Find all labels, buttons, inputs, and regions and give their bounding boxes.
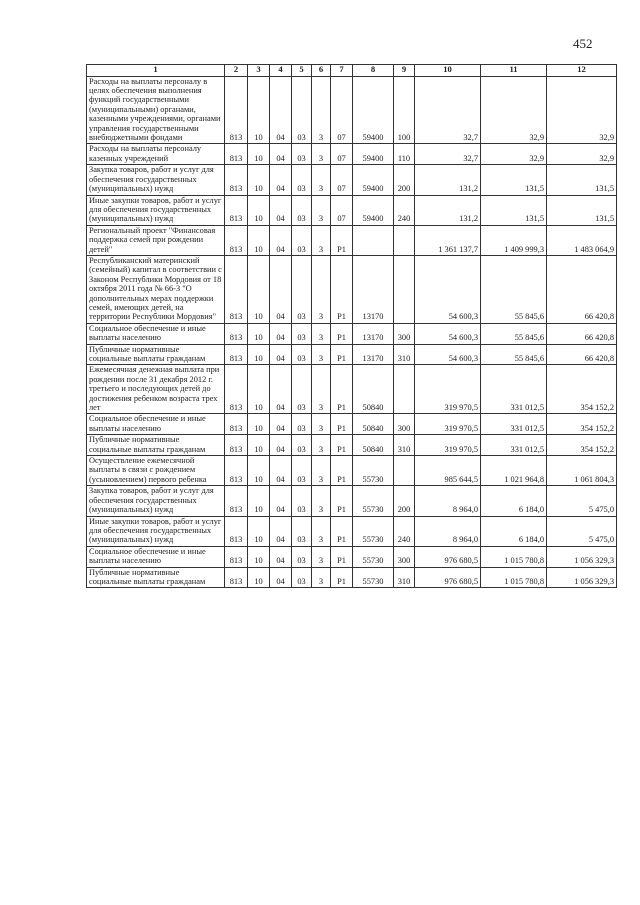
- cell-amount: 32,7: [415, 144, 481, 165]
- cell-amount: 1 056 329,3: [547, 567, 617, 588]
- row-description: Социальное обеспечение и иные выплаты населению: [87, 546, 225, 567]
- cell-code: 04: [270, 435, 292, 456]
- cell-code: 3: [312, 546, 331, 567]
- cell-code: 03: [292, 165, 312, 195]
- column-header: 5: [292, 65, 312, 77]
- cell-code: 310: [394, 435, 415, 456]
- cell-amount: 1 015 780,8: [481, 546, 547, 567]
- cell-code: 3: [312, 195, 331, 225]
- cell-code: 3: [312, 414, 331, 435]
- cell-code: 813: [225, 195, 248, 225]
- cell-code: 200: [394, 486, 415, 516]
- cell-amount: 131,5: [547, 195, 617, 225]
- column-header: 7: [331, 65, 353, 77]
- cell-amount: 1 061 804,3: [547, 456, 617, 486]
- cell-code: 3: [312, 435, 331, 456]
- cell-amount: 319 970,5: [415, 365, 481, 414]
- cell-code: [394, 225, 415, 255]
- cell-code: 240: [394, 195, 415, 225]
- table-row: [87, 76, 617, 144]
- cell-code: 813: [225, 365, 248, 414]
- table-row: [87, 255, 617, 323]
- cell-amount: 131,5: [481, 195, 547, 225]
- cell-code: 04: [270, 414, 292, 435]
- cell-code: 813: [225, 546, 248, 567]
- row-description: Ежемесячная денежная выплата при рождении после 31 декабря 2012 г. третьего и последующих детей до достижения ребенком возраста трех лет: [87, 365, 225, 414]
- cell-code: P1: [331, 435, 353, 456]
- cell-code: 100: [394, 76, 415, 144]
- cell-amount: 1 015 780,8: [481, 567, 547, 588]
- cell-code: 04: [270, 365, 292, 414]
- row-description: Расходы на выплаты персоналу казенных учреждений: [87, 144, 225, 165]
- column-header: 11: [481, 65, 547, 77]
- row-description: Иные закупки товаров, работ и услуг для обеспечения государственных (муниципальных) нужд: [87, 195, 225, 225]
- cell-amount: 55 845,6: [481, 344, 547, 365]
- column-header: 3: [248, 65, 270, 77]
- cell-code: P1: [331, 546, 353, 567]
- cell-code: 04: [270, 486, 292, 516]
- cell-code: 55730: [353, 456, 394, 486]
- cell-code: 55730: [353, 516, 394, 546]
- cell-amount: 54 600,3: [415, 255, 481, 323]
- column-header: 9: [394, 65, 415, 77]
- cell-code: 10: [248, 516, 270, 546]
- row-description: Публичные нормативные социальные выплаты гражданам: [87, 567, 225, 588]
- cell-amount: 976 680,5: [415, 546, 481, 567]
- cell-amount: 131,5: [547, 165, 617, 195]
- column-header: 8: [353, 65, 394, 77]
- cell-code: 3: [312, 76, 331, 144]
- table-row: [87, 546, 617, 567]
- cell-code: 03: [292, 516, 312, 546]
- cell-code: 3: [312, 255, 331, 323]
- cell-amount: 66 420,8: [547, 344, 617, 365]
- cell-code: 10: [248, 414, 270, 435]
- cell-code: 10: [248, 486, 270, 516]
- cell-amount: 131,5: [481, 165, 547, 195]
- cell-code: 03: [292, 435, 312, 456]
- cell-code: 3: [312, 567, 331, 588]
- cell-code: 10: [248, 76, 270, 144]
- table-row: [87, 323, 617, 344]
- cell-code: 10: [248, 195, 270, 225]
- cell-code: 200: [394, 165, 415, 195]
- cell-code: 10: [248, 365, 270, 414]
- cell-code: 50840: [353, 435, 394, 456]
- cell-code: 813: [225, 225, 248, 255]
- cell-code: 04: [270, 165, 292, 195]
- cell-code: 07: [331, 144, 353, 165]
- cell-code: 813: [225, 76, 248, 144]
- cell-code: 10: [248, 165, 270, 195]
- cell-code: 03: [292, 255, 312, 323]
- row-description: Публичные нормативные социальные выплаты гражданам: [87, 435, 225, 456]
- cell-code: 813: [225, 165, 248, 195]
- cell-code: 813: [225, 516, 248, 546]
- cell-code: 50840: [353, 365, 394, 414]
- cell-amount: 6 184,0: [481, 516, 547, 546]
- cell-code: 04: [270, 567, 292, 588]
- row-description: Закупка товаров, работ и услуг для обеспечения государственных (муниципальных) нужд: [87, 165, 225, 195]
- cell-amount: 32,9: [481, 76, 547, 144]
- cell-code: 813: [225, 456, 248, 486]
- cell-code: 04: [270, 546, 292, 567]
- column-header: 12: [547, 65, 617, 77]
- cell-code: [394, 365, 415, 414]
- cell-code: 13170: [353, 255, 394, 323]
- cell-code: 10: [248, 344, 270, 365]
- cell-code: 03: [292, 76, 312, 144]
- cell-code: P1: [331, 365, 353, 414]
- cell-code: 813: [225, 567, 248, 588]
- cell-code: 3: [312, 456, 331, 486]
- cell-amount: 1 483 064,9: [547, 225, 617, 255]
- cell-code: 3: [312, 344, 331, 365]
- cell-code: 59400: [353, 76, 394, 144]
- cell-amount: 32,9: [481, 144, 547, 165]
- table-row: [87, 365, 617, 414]
- cell-code: 50840: [353, 414, 394, 435]
- cell-code: P1: [331, 414, 353, 435]
- cell-code: P1: [331, 225, 353, 255]
- page-number: 452: [573, 36, 593, 51]
- cell-code: 10: [248, 546, 270, 567]
- column-header: 4: [270, 65, 292, 77]
- cell-code: 3: [312, 225, 331, 255]
- cell-code: 03: [292, 546, 312, 567]
- cell-code: 10: [248, 435, 270, 456]
- cell-code: P1: [331, 323, 353, 344]
- cell-code: 310: [394, 344, 415, 365]
- cell-code: 10: [248, 456, 270, 486]
- row-description: Социальное обеспечение и иные выплаты населению: [87, 414, 225, 435]
- cell-code: P1: [331, 486, 353, 516]
- table-row: [87, 144, 617, 165]
- cell-amount: 32,7: [415, 76, 481, 144]
- cell-code: P1: [331, 567, 353, 588]
- column-header: 6: [312, 65, 331, 77]
- cell-code: 240: [394, 516, 415, 546]
- table-row: [87, 344, 617, 365]
- cell-code: P1: [331, 255, 353, 323]
- cell-code: 59400: [353, 195, 394, 225]
- cell-code: 813: [225, 255, 248, 323]
- cell-code: 3: [312, 165, 331, 195]
- table-row: [87, 486, 617, 516]
- cell-amount: 6 184,0: [481, 486, 547, 516]
- row-description: Публичные нормативные социальные выплаты гражданам: [87, 344, 225, 365]
- cell-code: 55730: [353, 546, 394, 567]
- cell-code: 310: [394, 567, 415, 588]
- cell-amount: 5 475,0: [547, 486, 617, 516]
- cell-code: 03: [292, 414, 312, 435]
- cell-code: 813: [225, 144, 248, 165]
- cell-code: 04: [270, 225, 292, 255]
- cell-code: [353, 225, 394, 255]
- cell-code: 300: [394, 323, 415, 344]
- row-description: Иные закупки товаров, работ и услуг для обеспечения государственных (муниципальных) нужд: [87, 516, 225, 546]
- cell-code: 04: [270, 76, 292, 144]
- header-row: [87, 65, 617, 77]
- table-row: [87, 456, 617, 486]
- cell-amount: 55 845,6: [481, 323, 547, 344]
- cell-code: 813: [225, 414, 248, 435]
- cell-code: 07: [331, 165, 353, 195]
- cell-code: 04: [270, 144, 292, 165]
- cell-code: 3: [312, 486, 331, 516]
- cell-amount: 331 012,5: [481, 435, 547, 456]
- row-description: Социальное обеспечение и иные выплаты населению: [87, 323, 225, 344]
- column-header: 10: [415, 65, 481, 77]
- cell-amount: 5 475,0: [547, 516, 617, 546]
- cell-code: P1: [331, 456, 353, 486]
- cell-code: 59400: [353, 144, 394, 165]
- cell-amount: 55 845,6: [481, 255, 547, 323]
- cell-code: 03: [292, 323, 312, 344]
- cell-code: 04: [270, 255, 292, 323]
- cell-amount: 319 970,5: [415, 435, 481, 456]
- column-header: 1: [87, 65, 225, 77]
- cell-code: 3: [312, 516, 331, 546]
- cell-code: 04: [270, 344, 292, 365]
- cell-amount: 1 361 137,7: [415, 225, 481, 255]
- cell-code: 03: [292, 567, 312, 588]
- cell-code: 55730: [353, 567, 394, 588]
- cell-amount: 985 644,5: [415, 456, 481, 486]
- cell-amount: 1 021 964,8: [481, 456, 547, 486]
- cell-code: 3: [312, 365, 331, 414]
- cell-code: 03: [292, 365, 312, 414]
- budget-table: [86, 64, 617, 588]
- cell-code: 03: [292, 225, 312, 255]
- cell-code: 07: [331, 195, 353, 225]
- cell-code: 04: [270, 456, 292, 486]
- cell-code: 110: [394, 144, 415, 165]
- cell-amount: 319 970,5: [415, 414, 481, 435]
- cell-code: 3: [312, 323, 331, 344]
- cell-code: 10: [248, 567, 270, 588]
- cell-code: 813: [225, 486, 248, 516]
- cell-code: P1: [331, 516, 353, 546]
- cell-code: [394, 255, 415, 323]
- cell-amount: 331 012,5: [481, 365, 547, 414]
- column-header: 2: [225, 65, 248, 77]
- row-description: Республиканский материнский (семейный) капитал в соответствии с Законом Республики Мордовия от 18 октября 2011 года № 66-З "О дополнительных мерах поддержки семей, имеющих детей, на территории Республики Мордовия": [87, 255, 225, 323]
- cell-amount: 32,9: [547, 76, 617, 144]
- cell-amount: 354 152,2: [547, 365, 617, 414]
- row-description: Региональный проект "Финансовая поддержка семей при рождении детей": [87, 225, 225, 255]
- row-description: Осуществление ежемесячной выплаты в связи с рождением (усыновлением) первого ребенка: [87, 456, 225, 486]
- cell-code: 300: [394, 414, 415, 435]
- cell-code: 10: [248, 255, 270, 323]
- cell-amount: 8 964,0: [415, 486, 481, 516]
- cell-code: 03: [292, 486, 312, 516]
- table-row: [87, 414, 617, 435]
- cell-code: 59400: [353, 165, 394, 195]
- cell-amount: 354 152,2: [547, 414, 617, 435]
- cell-amount: 1 409 999,3: [481, 225, 547, 255]
- cell-code: [394, 456, 415, 486]
- cell-code: 03: [292, 344, 312, 365]
- cell-amount: 131,2: [415, 165, 481, 195]
- cell-code: 813: [225, 435, 248, 456]
- table-row: [87, 165, 617, 195]
- cell-code: P1: [331, 344, 353, 365]
- cell-amount: 354 152,2: [547, 435, 617, 456]
- cell-amount: 976 680,5: [415, 567, 481, 588]
- cell-amount: 54 600,3: [415, 344, 481, 365]
- cell-code: 13170: [353, 344, 394, 365]
- cell-amount: 66 420,8: [547, 323, 617, 344]
- cell-code: 03: [292, 144, 312, 165]
- cell-amount: 131,2: [415, 195, 481, 225]
- cell-code: 04: [270, 516, 292, 546]
- cell-code: 813: [225, 323, 248, 344]
- cell-code: 03: [292, 195, 312, 225]
- cell-code: 3: [312, 144, 331, 165]
- cell-code: 300: [394, 546, 415, 567]
- cell-amount: 1 056 329,3: [547, 546, 617, 567]
- cell-code: 13170: [353, 323, 394, 344]
- table-row: [87, 567, 617, 588]
- row-description: Расходы на выплаты персоналу в целях обеспечения выполнения функций государственными (муниципальными) органами, казенными учреждениями, органами управления государственными внебюджетными фондами: [87, 76, 225, 144]
- table-row: [87, 435, 617, 456]
- cell-code: 04: [270, 195, 292, 225]
- table-row: [87, 195, 617, 225]
- table-row: [87, 516, 617, 546]
- cell-code: 10: [248, 144, 270, 165]
- cell-amount: 32,9: [547, 144, 617, 165]
- cell-code: 55730: [353, 486, 394, 516]
- cell-code: 10: [248, 225, 270, 255]
- cell-amount: 66 420,8: [547, 255, 617, 323]
- table-row: [87, 225, 617, 255]
- cell-code: 03: [292, 456, 312, 486]
- row-description: Закупка товаров, работ и услуг для обеспечения государственных (муниципальных) нужд: [87, 486, 225, 516]
- cell-code: 07: [331, 76, 353, 144]
- cell-code: 813: [225, 344, 248, 365]
- cell-code: 10: [248, 323, 270, 344]
- cell-amount: 331 012,5: [481, 414, 547, 435]
- cell-code: 04: [270, 323, 292, 344]
- cell-amount: 54 600,3: [415, 323, 481, 344]
- cell-amount: 8 964,0: [415, 516, 481, 546]
